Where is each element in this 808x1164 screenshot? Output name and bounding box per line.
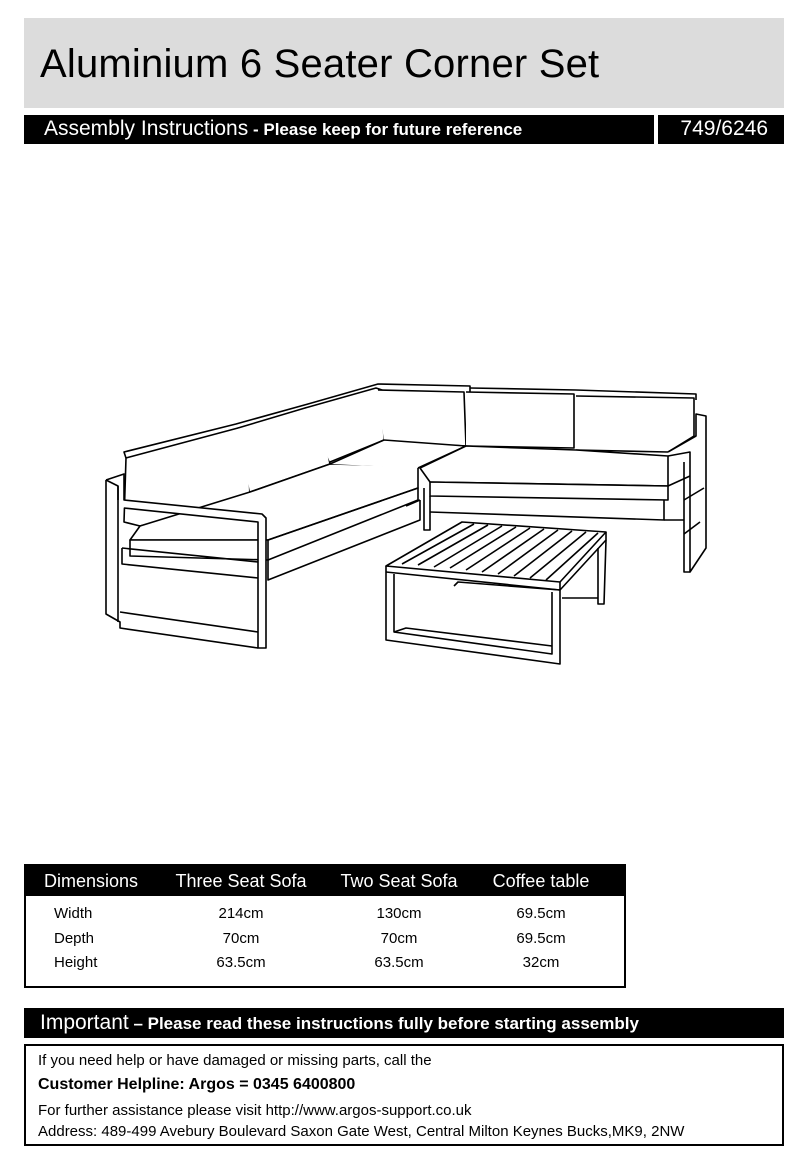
support-website: For further assistance please visit http://www.argos-support.co.uk bbox=[38, 1102, 472, 1119]
row-label: Width bbox=[54, 905, 93, 922]
subtitle-rest: - Please keep for future reference bbox=[248, 120, 523, 139]
table-cell: 130cm bbox=[376, 905, 422, 922]
table-cell: 69.5cm bbox=[516, 930, 566, 947]
table-cell: 70cm bbox=[222, 930, 260, 947]
two-seat-sofa-header: Two Seat Sofa bbox=[340, 871, 458, 891]
row-label: Depth bbox=[54, 930, 95, 947]
table-cell: 63.5cm bbox=[374, 954, 424, 971]
help-line-1: If you need help or have damaged or missing parts, call the bbox=[38, 1052, 432, 1069]
table-cell: 69.5cm bbox=[516, 905, 566, 922]
customer-helpline: Customer Helpline: Argos = 0345 6400800 bbox=[38, 1076, 356, 1093]
table-row bbox=[26, 953, 624, 977]
corner-sofa-set-illustration bbox=[100, 378, 720, 674]
three-seat-sofa-header: Three Seat Sofa bbox=[175, 871, 307, 891]
help-box bbox=[24, 1044, 784, 1146]
title-bar bbox=[24, 18, 784, 108]
product-code: 749/6246 bbox=[680, 117, 768, 140]
address: Address: 489-499 Avebury Boulevard Saxon Gate West, Central Milton Keynes Bucks,MK9, 2NW bbox=[38, 1123, 685, 1140]
subtitle-main: Assembly Instructions bbox=[44, 117, 249, 140]
document-title: Aluminium 6 Seater Corner Set bbox=[40, 42, 600, 86]
table-cell: 63.5cm bbox=[216, 954, 266, 971]
subtitle-bar bbox=[24, 115, 654, 144]
subtitle-text bbox=[44, 116, 522, 143]
dimensions-header: Dimensions bbox=[44, 871, 139, 891]
row-label: Height bbox=[54, 954, 98, 971]
important-rest: – Please read these instructions fully before starting assembly bbox=[128, 1014, 639, 1033]
coffee-table-header: Coffee table bbox=[492, 871, 590, 891]
table-row bbox=[26, 904, 624, 928]
table-row bbox=[26, 929, 624, 953]
important-text bbox=[40, 1009, 639, 1037]
table-cell: 70cm bbox=[380, 930, 418, 947]
table-cell: 214cm bbox=[218, 905, 264, 922]
important-bar bbox=[24, 1008, 784, 1038]
important-main: Important bbox=[40, 1011, 129, 1034]
dimensions-table bbox=[24, 864, 626, 988]
dimensions-header-row bbox=[26, 866, 624, 896]
table-cell: 32cm bbox=[522, 954, 560, 971]
product-code-bar bbox=[658, 115, 784, 144]
